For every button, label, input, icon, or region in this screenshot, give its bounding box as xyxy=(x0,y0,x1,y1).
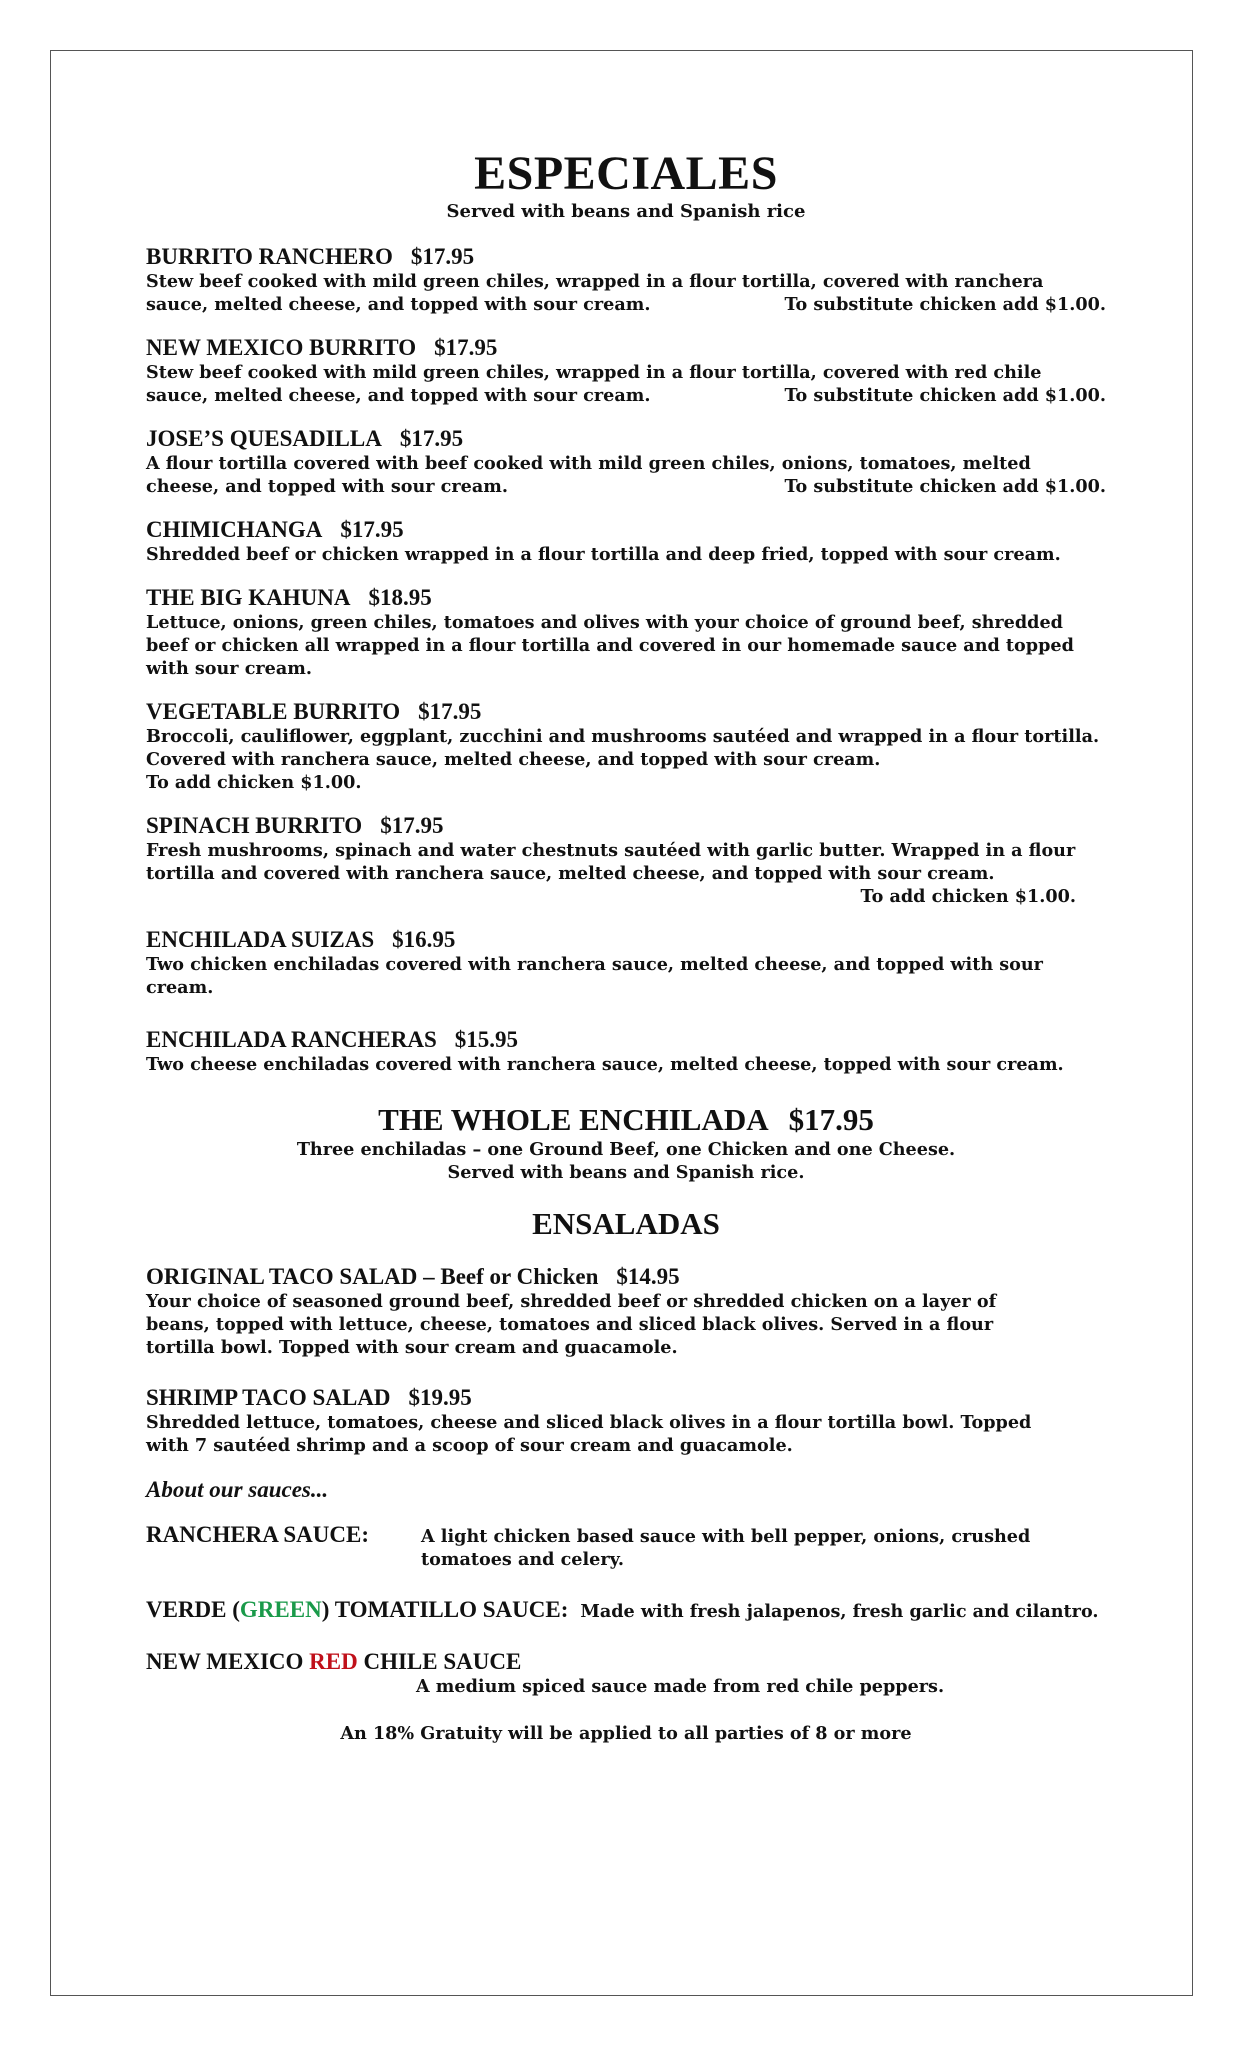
item-name: ENCHILADA RANCHERAS xyxy=(146,1027,437,1052)
item-name: ENCHILADA SUIZAS xyxy=(146,927,375,952)
item-description: Shredded beef or chicken wrapped in a flour tortilla and deep fried, topped with sour cream. xyxy=(146,544,1061,565)
item-name: VEGETABLE BURRITO xyxy=(146,699,401,724)
item-note: To substitute chicken add $1.00. xyxy=(784,385,1106,406)
item-description: Stew beef cooked with mild green chiles, wrapped in a flour tortilla, covered with red chile sauce, melted cheese, and topped with sour cream. xyxy=(146,362,1042,406)
menu-item-joses-quesadilla xyxy=(146,426,1106,498)
item-name: CHIMICHANGA xyxy=(146,517,323,542)
sauce-color-word: GREEN xyxy=(239,1597,322,1622)
item-name: ORIGINAL TACO SALAD – Beef or Chicken xyxy=(146,1264,599,1289)
item-note: To substitute chicken add $1.00. xyxy=(784,476,1106,497)
menu-item-big-kahuna xyxy=(146,585,1106,680)
menu-page xyxy=(146,148,1106,1746)
sauce-name xyxy=(146,1649,1106,1675)
menu-item-spinach-burrito xyxy=(146,813,1106,908)
menu-item-shrimp-taco-salad xyxy=(146,1385,1106,1457)
sauce-ranchera xyxy=(146,1522,1106,1571)
sauce-name: RANCHERA SAUCE: xyxy=(146,1522,369,1547)
item-name: SPINACH BURRITO xyxy=(146,813,363,838)
item-description: Stew beef cooked with mild green chiles, wrapped in a flour tortilla, covered with ranchera sauce, melted cheese, and topped with sour cream. xyxy=(146,271,1044,315)
item-name: THE BIG KAHUNA xyxy=(146,585,351,610)
item-price: $14.95 xyxy=(616,1264,680,1289)
whole-enchilada-price: $17.95 xyxy=(788,1102,874,1137)
sauce-verde xyxy=(146,1597,1106,1623)
ensaladas-title: ENSALADAS xyxy=(532,1206,720,1241)
especiales-title: ESPECIALES xyxy=(474,147,778,200)
item-name: JOSE’S QUESADILLA xyxy=(146,426,382,451)
menu-item-new-mexico-burrito xyxy=(146,335,1106,407)
especiales-subtitle: Served with beans and Spanish rice xyxy=(446,201,806,222)
sauce-name-part: ) TOMATILLO SAUCE: xyxy=(321,1597,569,1622)
menu-item-vegetable-burrito xyxy=(146,699,1106,794)
item-description: Shredded lettuce, tomatoes, cheese and sliced black olives in a flour tortilla bowl. Topped with 7 sautéed shrimp and a scoop of sour cream and guacamole. xyxy=(146,1412,1032,1456)
item-price: $17.95 xyxy=(340,517,404,542)
item-description: Fresh mushrooms, spinach and water chestnuts sautéed with garlic butter. Wrapped in a flour tortilla and covered with ranchera sauce, melted cheese, and topped with sour cream. xyxy=(146,840,1076,884)
item-name: SHRIMP TACO SALAD xyxy=(146,1385,391,1410)
sauce-description: Made with fresh jalapenos, fresh garlic and cilantro. xyxy=(580,1601,1099,1622)
item-price: $17.95 xyxy=(399,426,464,451)
item-name: NEW MEXICO BURRITO xyxy=(146,335,417,360)
item-price: $15.95 xyxy=(454,1027,518,1052)
menu-item-enchilada-suizas xyxy=(146,927,1106,999)
whole-enchilada-line2: Served with beans and Spanish rice. xyxy=(447,1162,805,1183)
sauce-description: A medium spiced sauce made from red chile peppers. xyxy=(416,1676,945,1697)
sauce-name-part: CHILE SAUCE xyxy=(357,1649,522,1674)
item-description: Two cheese enchiladas covered with ranchera sauce, melted cheese, topped with sour cream. xyxy=(146,1054,1064,1075)
sauce-name-part: VERDE ( xyxy=(146,1597,240,1622)
item-price: $17.95 xyxy=(410,244,475,269)
item-price: $19.95 xyxy=(408,1385,472,1410)
menu-item-chimichanga xyxy=(146,517,1106,566)
item-description: Two chicken enchiladas covered with ranchera sauce, melted cheese, and topped with sour cream. xyxy=(146,954,1043,998)
whole-enchilada-line1: Three enchiladas – one Ground Beef, one Chicken and one Cheese. xyxy=(296,1139,956,1160)
item-description: Lettuce, onions, green chiles, tomatoes and olives with your choice of ground beef, shredded beef or chicken all wrapped in a flour tortilla and covered in our homemade sauce and topped with sour cream. xyxy=(146,612,1074,679)
item-description: Your choice of seasoned ground beef, shredded beef or shredded chicken on a layer of beans, topped with lettuce, cheese, tomatoes and sliced black olives. Served in a flour tortilla bowl. Topped with sour cream and guacamole. xyxy=(146,1291,997,1358)
whole-enchilada xyxy=(146,1102,1106,1184)
sauce-new-mexico-red xyxy=(146,1649,1106,1698)
item-name: BURRITO RANCHERO xyxy=(146,244,393,269)
sauce-name xyxy=(146,1597,568,1623)
item-price: $17.95 xyxy=(434,335,498,360)
gratuity-note: An 18% Gratuity will be applied to all parties of 8 or more xyxy=(340,1723,912,1744)
menu-item-original-taco-salad xyxy=(146,1264,1106,1359)
menu-item-enchilada-rancheras xyxy=(146,1027,1106,1076)
item-note: To add chicken $1.00. xyxy=(146,772,362,793)
sauce-description: A light chicken based sauce with bell pepper, onions, crushed tomatoes and celery. xyxy=(421,1526,1031,1570)
item-price: $16.95 xyxy=(392,927,456,952)
whole-enchilada-name: THE WHOLE ENCHILADA xyxy=(378,1102,769,1137)
sauce-color-word: RED xyxy=(309,1649,358,1674)
item-note: To add chicken $1.00. xyxy=(860,886,1076,907)
item-price: $17.95 xyxy=(380,813,444,838)
item-description: Broccoli, cauliflower, eggplant, zucchini and mushrooms sautéed and wrapped in a flour tortilla. Covered with ranchera sauce, melted cheese, and topped with sour cream. xyxy=(146,726,1100,770)
item-note: To substitute chicken add $1.00. xyxy=(784,294,1106,315)
sauces-heading: About our sauces... xyxy=(146,1477,329,1502)
item-price: $18.95 xyxy=(368,585,432,610)
item-description: A flour tortilla covered with beef cooked with mild green chiles, onions, tomatoes, melted cheese, and topped with sour cream. xyxy=(146,453,1031,497)
menu-item-burrito-ranchero xyxy=(146,244,1106,316)
sauce-name-part: NEW MEXICO xyxy=(146,1649,310,1674)
item-price: $17.95 xyxy=(418,699,482,724)
